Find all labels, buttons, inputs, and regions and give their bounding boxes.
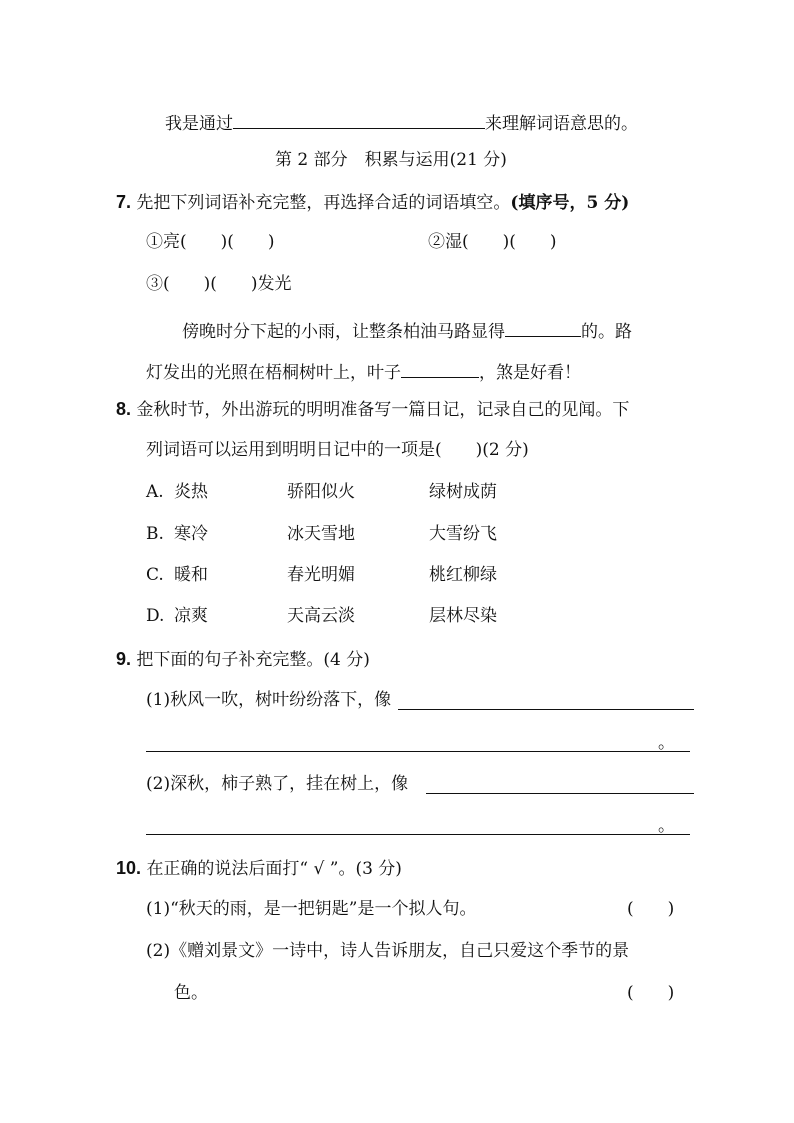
option-word-2: 冰天雪地 xyxy=(287,524,355,544)
intro-text-after: 来理解词语意思的。 xyxy=(485,114,638,134)
option-label: B. xyxy=(146,524,164,544)
q10-answer-paren-1[interactable]: ( ) xyxy=(627,899,675,919)
intro-blank[interactable] xyxy=(233,110,485,129)
q7-para2-after: ，煞是好看！ xyxy=(479,363,581,383)
q9-period-2: 。 xyxy=(658,816,675,836)
q9-sentence-1: (1)秋风一吹，树叶纷纷落下，像 xyxy=(146,690,392,710)
q7-para1-before: 傍晚时分下起的小雨，让整条柏油马路显得 xyxy=(182,322,505,342)
q10-answer-paren-2[interactable]: ( ) xyxy=(627,983,675,1003)
q8-line-2: 列词语可以运用到明明日记中的一项是( )(2 分) xyxy=(146,440,529,460)
q10-statement-2-line-1: (2)《赠刘景文》一诗中，诗人告诉朋友，自己只爱这个季节的景 xyxy=(146,941,630,961)
q9-period-1: 。 xyxy=(658,733,675,753)
q7-stem: 先把下列词语补充完整，再选择合适的词语填空。 xyxy=(136,193,511,213)
q7-para-line-2 xyxy=(146,359,581,382)
option-word-1: 寒冷 xyxy=(174,524,208,544)
q9-blank-2a[interactable] xyxy=(426,793,694,794)
q9-stem-line xyxy=(116,650,370,669)
intro-text-before: 我是通过 xyxy=(165,114,233,134)
option-word-3: 桃红柳绿 xyxy=(429,565,497,585)
q8-number: 8. xyxy=(116,399,132,419)
q9-blank-2b[interactable] xyxy=(146,834,690,835)
q9-stem: 把下面的句子补充完整。(4 分) xyxy=(136,650,370,670)
option-label: D. xyxy=(146,606,165,626)
option-word-3: 层林尽染 xyxy=(429,606,497,626)
q7-para1-after: 的。路 xyxy=(581,322,632,342)
q9-sentence-2: (2)深秋，柿子熟了，挂在树上，像 xyxy=(146,774,409,794)
option-word-2: 骄阳似火 xyxy=(287,482,355,502)
q7-item-2[interactable]: ②湿( )( ) xyxy=(428,232,557,252)
q8-line1-text: 金秋时节，外出游玩的明明准备写一篇日记，记录自己的见闻。下 xyxy=(136,400,630,420)
q7-item-3[interactable]: ③( )( )发光 xyxy=(146,274,292,294)
option-word-1: 凉爽 xyxy=(174,606,208,626)
option-word-1: 暖和 xyxy=(174,565,208,585)
option-word-3: 大雪纷飞 xyxy=(429,524,497,544)
q10-stem: 在正确的说法后面打“ √ ”。(3 分) xyxy=(146,859,402,879)
option-word-2: 天高云淡 xyxy=(287,606,355,626)
q10-statement-2-line-2: 色。 xyxy=(174,983,208,1003)
q7-blank-2[interactable] xyxy=(401,359,479,378)
option-label: A. xyxy=(146,482,164,502)
q10-statement-1: (1)“秋天的雨，是一把钥匙”是一个拟人句。 xyxy=(146,899,477,919)
option-word-1: 炎热 xyxy=(174,482,208,502)
q7-blank-1[interactable] xyxy=(505,318,581,337)
q10-stem-line xyxy=(116,859,402,878)
option-word-2: 春光明媚 xyxy=(287,565,355,585)
section-title: 第 2 部分 积累与运用(21 分) xyxy=(275,150,507,170)
q7-stem-note: (填序号，5 分) xyxy=(510,193,630,213)
q7-para-line-1 xyxy=(182,318,632,341)
q7-item-1[interactable]: ①亮( )( ) xyxy=(146,232,275,252)
intro-line xyxy=(165,110,638,133)
option-label: C. xyxy=(146,565,164,585)
q10-number: 10. xyxy=(116,858,142,878)
q7-para2-before: 灯发出的光照在梧桐树叶上，叶子 xyxy=(146,363,401,383)
q7-stem-line xyxy=(116,193,629,212)
q9-blank-1b[interactable] xyxy=(146,751,690,752)
q9-blank-1a[interactable] xyxy=(398,709,694,710)
q9-number: 9. xyxy=(116,649,132,669)
q8-line-1 xyxy=(116,400,629,419)
option-word-3: 绿树成荫 xyxy=(429,482,497,502)
q7-number: 7. xyxy=(116,192,132,212)
